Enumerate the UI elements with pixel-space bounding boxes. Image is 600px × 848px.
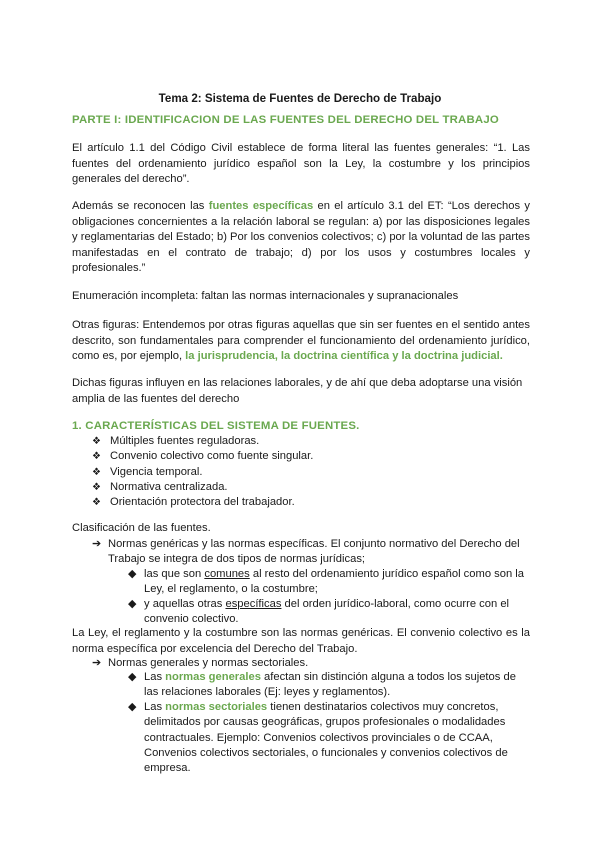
diamond-star-bullet-icon: ❖ xyxy=(92,436,101,447)
filled-diamond-icon: ◆ xyxy=(128,671,137,683)
filled-diamond-icon: ◆ xyxy=(128,701,137,713)
paragraph-enumeracion: Enumeración incompleta: faltan las normas internacionales y supranacionales xyxy=(72,290,459,302)
filled-diamond-icon: ◆ xyxy=(128,568,137,580)
list-item: ❖ Convenio colectivo como fuente singular. xyxy=(92,449,313,464)
diamond-star-bullet-icon: ❖ xyxy=(92,451,101,463)
highlight-normas-generales: normas generales xyxy=(165,671,261,683)
highlight-normas-sectoriales: normas sectoriales xyxy=(165,701,268,713)
characteristics-list xyxy=(92,434,313,510)
diamond-item-normas-sectoriales: ◆ Las normas sectoriales tienen destinatarios colectivos muy concretos, delimitados por causas geográficas, grupos profesionales o modalidades contractuales. Ejemplo: Convenios colectivos provinciales o de CCAA, Convenios colectivos sectoriales, o funcionales y convenios colectivos de empresa. xyxy=(128,701,508,775)
underlined-comunes: comunes xyxy=(204,568,250,580)
section1-heading: 1. CARACTERÍSTICAS DEL SISTEMA DE FUENTES. xyxy=(72,420,360,432)
list-item: ❖ Orientación protectora del trabajador. xyxy=(92,495,313,510)
underlined-especificas: específicas xyxy=(225,598,282,610)
diamond-item-normas-generales: ◆ Las normas generales afectan sin distinción alguna a todos los sujetos de las relaciones laborales (Ej: leyes y reglamentos). xyxy=(128,671,516,699)
classification-intro: Clasificación de las fuentes. xyxy=(72,522,211,534)
diamond-item-especificas: ◆ y aquellas otras específicas del orden jurídico-laboral, como ocurre con el convenio colectivo. xyxy=(128,598,510,626)
text-segment: Además se reconocen las xyxy=(72,200,209,212)
list-item: ❖ Vigencia temporal. xyxy=(92,465,313,480)
part1-heading: PARTE I: IDENTIFICACION DE LAS FUENTES DEL DERECHO DEL TRABAJO xyxy=(72,114,499,126)
arrow-item-generales: ➔ Normas generales y normas sectoriales. xyxy=(92,656,532,671)
list-item: ❖ Normativa centralizada. xyxy=(92,480,313,495)
diamond-star-bullet-icon: ❖ xyxy=(92,481,101,493)
document-title: Tema 2: Sistema de Fuentes de Derecho de Trabajo xyxy=(158,92,442,105)
text-segment: Otras figuras: Entendemos por otras figuras aquellas que sin ser fuentes en el sentido antes descrito, son fundamentales para comprender el funcionamiento del ordenamiento jurídico, como es, por ejemplo, xyxy=(72,319,530,363)
diamond-item-comunes: ◆ las que son comunes al resto del ordenamiento jurídico español como son la Ley, el reglamento, o la costumbre; xyxy=(128,568,525,596)
paragraph-otras-figuras xyxy=(72,318,530,365)
diamond-star-bullet-icon: ❖ xyxy=(92,466,101,478)
right-arrow-icon: ➔ xyxy=(92,657,102,669)
highlight-fuentes-especificas: fuentes específicas xyxy=(208,200,314,212)
text-segment: en el artículo 3.1 del ET: “Los derechos y obligaciones concernientes a la relación laboral se regulan: a) por las disposiciones legales y reglamentarias del Estado; b) Por los convenios colectivos; c) por la voluntad de las partes manifestadas en el contrato de trabajo; d) por los usos y costumbres locales y profesionales.” xyxy=(72,200,530,275)
diamond-star-bullet-icon: ❖ xyxy=(92,497,101,509)
list-item: ❖ Múltiples fuentes reguladoras. xyxy=(92,434,313,449)
right-arrow-icon: ➔ xyxy=(92,538,102,550)
paragraph-ley-reglamento: La Ley, el reglamento y la costumbre son las normas genéricas. El convenio colectivo es la norma específica por excelencia del Derecho del Trabajo. xyxy=(72,627,530,655)
paragraph-codigo-civil: El artículo 1.1 del Código Civil establece de forma literal las fuentes generales: “1. Las fuentes del ordenamiento jurídico español son la Ley, la costumbre y los principios generales del derecho”. xyxy=(72,142,530,186)
paragraph-fuentes-especificas xyxy=(72,199,530,277)
paragraph-dichas-figuras: Dichas figuras influyen en las relaciones laborales, y de ahí que deba adoptarse una visión amplia de las fuentes del derecho xyxy=(72,377,523,405)
arrow-item-genericas: ➔ Normas genéricas y las normas específicas. El conjunto normativo del Derecho del Trabajo se integra de dos tipos de normas jurídicas; xyxy=(92,538,520,566)
filled-diamond-icon: ◆ xyxy=(128,598,137,610)
highlight-jurisprudencia: la jurisprudencia, la doctrina científica y la doctrina judicial. xyxy=(185,350,503,363)
